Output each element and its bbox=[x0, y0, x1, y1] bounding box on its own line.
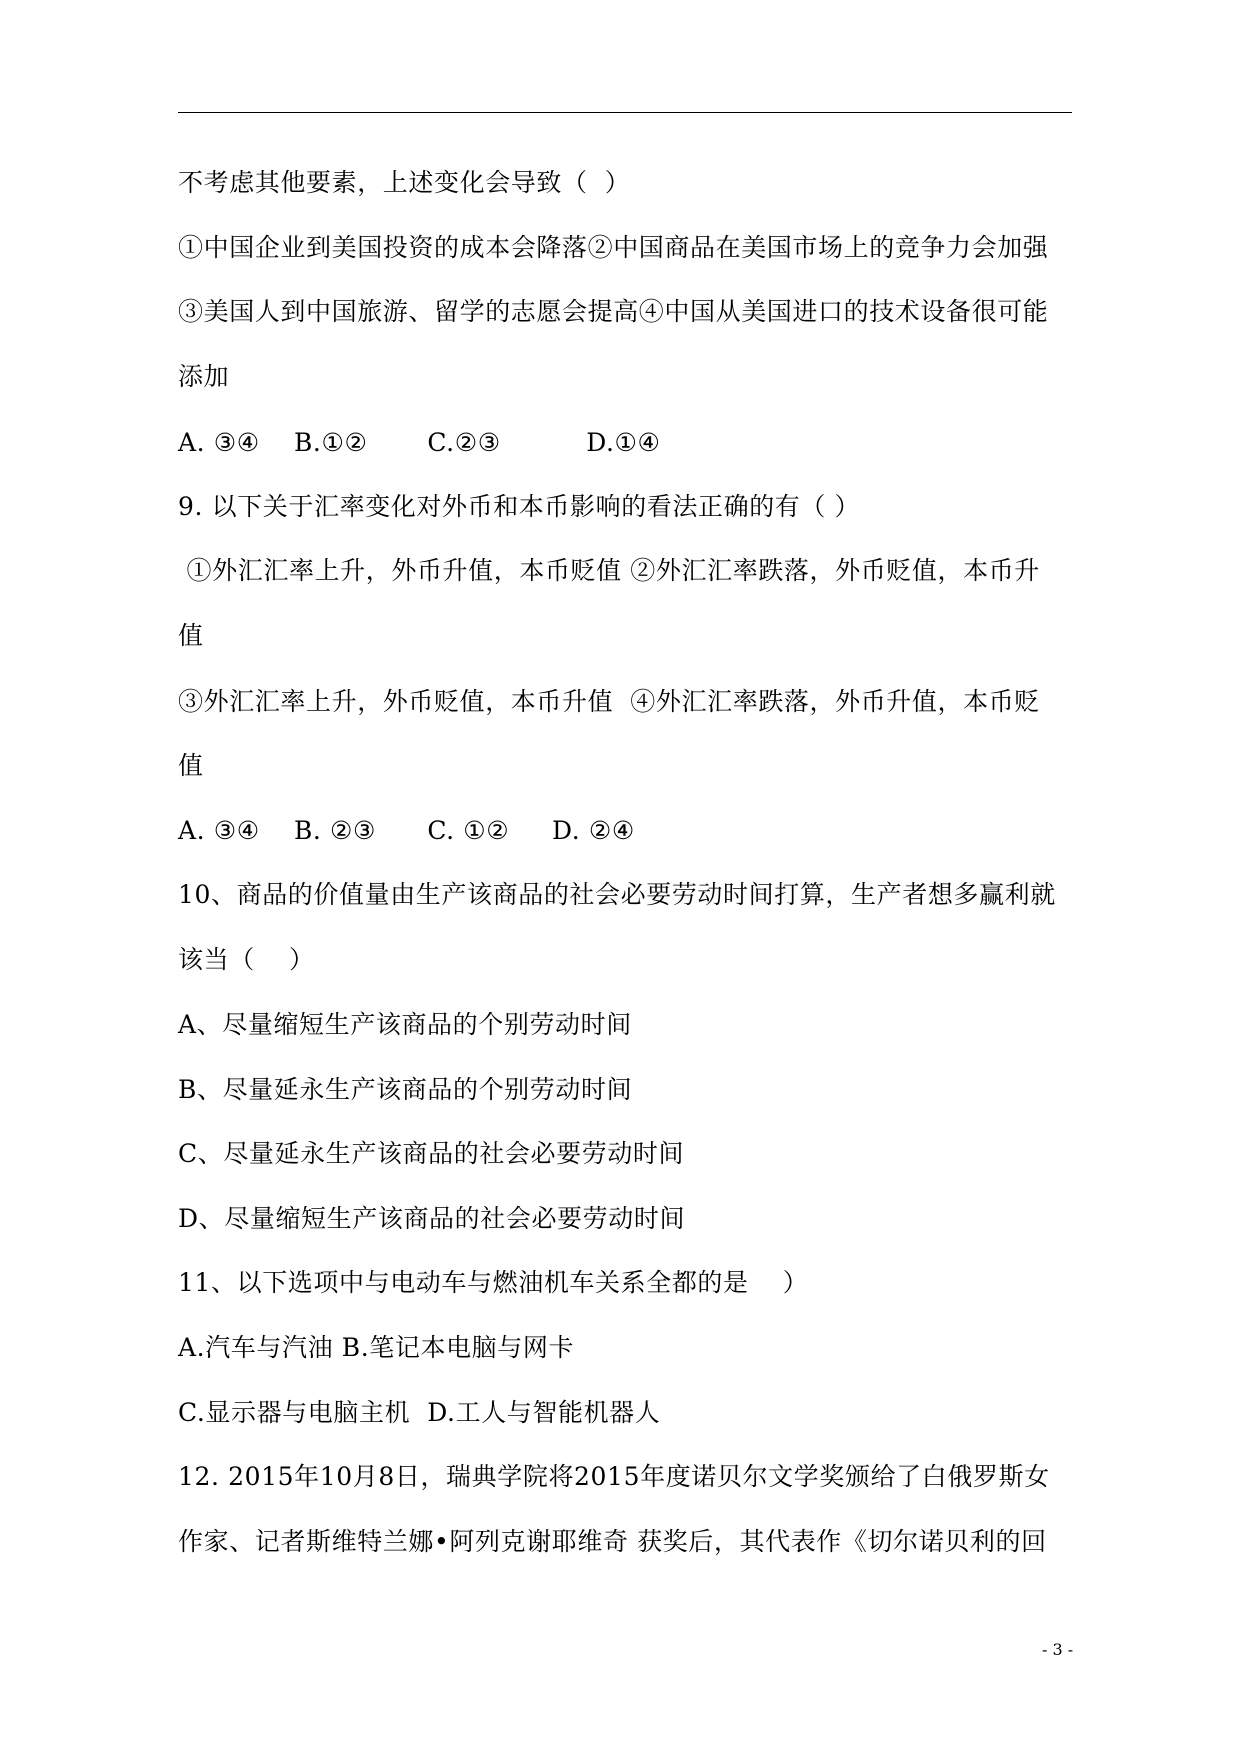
question-10-title: 10、商品的价值量由生产该商品的社会必要劳动时间打算，生产者想多赢利就 bbox=[178, 880, 1056, 909]
question-12-title: 12. 2015年10月8日，瑞典学院将2015年度诺贝尔文学奖颁给了白俄罗斯女 bbox=[178, 1462, 1050, 1491]
text-line: ③美国人到中国旅游、留学的志愿会提高④中国从美国进口的技术设备很可能 bbox=[178, 297, 1049, 326]
answer-options: A. ③④ B.①② C.②③ D.①④ bbox=[178, 428, 661, 457]
text-line: 该当（ ） bbox=[178, 945, 315, 974]
text-line: ①外汇汇率上升，外币升值，本币贬值 ②外汇汇率跌落，外币贬值，本币升 bbox=[178, 556, 1040, 585]
answer-option: B、尽量延永生产该商品的个别劳动时间 bbox=[178, 1075, 633, 1104]
text-line: 值 bbox=[178, 621, 204, 650]
answer-options: C.显示器与电脑主机 D.工人与智能机器人 bbox=[178, 1398, 661, 1427]
text-line: 值 bbox=[178, 751, 204, 780]
answer-option: A、尽量缩短生产该商品的个别劳动时间 bbox=[178, 1010, 632, 1039]
answer-option: C、尽量延永生产该商品的社会必要劳动时间 bbox=[178, 1139, 685, 1168]
text-line: ①中国企业到美国投资的成本会降落②中国商品在美国市场上的竞争力会加强 bbox=[178, 233, 1049, 262]
text-line: 不考虑其他要素，上述变化会导致（ ） bbox=[178, 168, 631, 197]
question-11-title: 11、以下选项中与电动车与燃油机车关系全都的是 ） bbox=[178, 1268, 809, 1297]
answer-option: D、尽量缩短生产该商品的社会必要劳动时间 bbox=[178, 1204, 686, 1233]
question-9-title: 9. 以下关于汇率变化对外币和本币影响的看法正确的有（ ） bbox=[178, 492, 861, 521]
header-rule bbox=[178, 112, 1072, 113]
text-line: ③外汇汇率上升，外币贬值，本币升值 ④外汇汇率跌落，外币升值，本币贬 bbox=[178, 687, 1040, 716]
text-line: 作家、记者斯维特兰娜•阿列克谢耶维奇 获奖后，其代表作《切尔诺贝利的回 bbox=[178, 1527, 1047, 1556]
answer-options: A. ③④ B. ②③ C. ①② D. ②④ bbox=[178, 816, 635, 845]
text-line: 添加 bbox=[178, 362, 230, 391]
answer-options: A.汽车与汽油 B.笔记本电脑与网卡 bbox=[178, 1333, 575, 1362]
page-number: - 3 - bbox=[1042, 1640, 1074, 1659]
